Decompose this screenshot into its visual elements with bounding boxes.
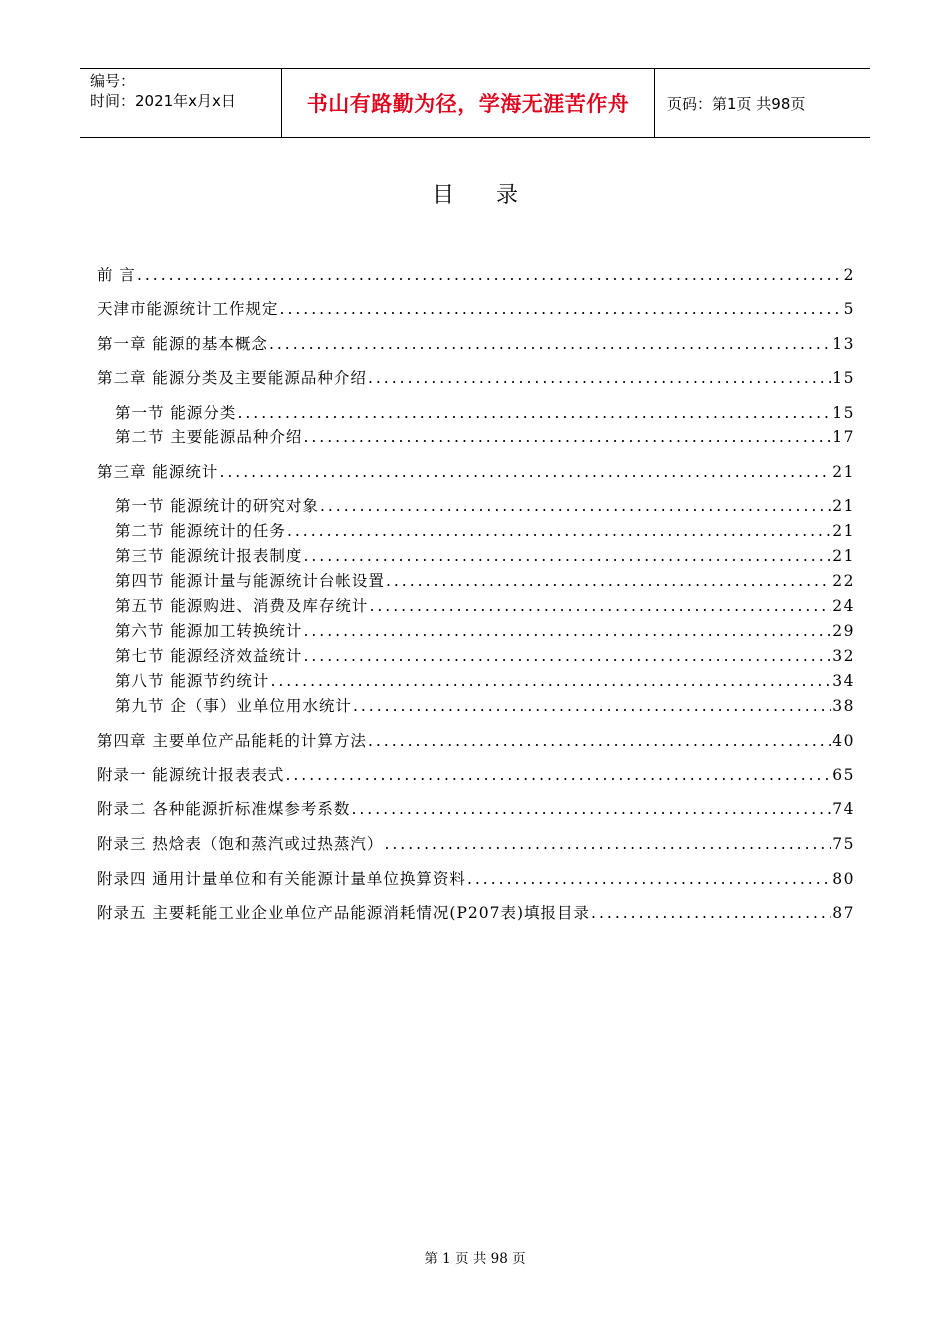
toc-entry-page: 74 [832,800,855,818]
toc-entry-page: 15 [832,404,855,422]
toc-entry[interactable] [115,646,855,666]
toc-entry-label: 第五节 能源购进、消费及库存统计 [115,597,369,615]
toc-entry-page: 13 [832,335,855,353]
toc-leader-dots [303,646,831,666]
toc-entry[interactable] [97,834,855,854]
toc-entry-page: 21 [832,522,855,540]
toc-entry-page: 21 [832,463,855,481]
toc-leader-dots [467,869,831,889]
toc-entry-label: 附录三 热焓表（饱和蒸汽或过热蒸汽） [97,835,384,853]
toc-entry-label: 第四章 主要单位产品能耗的计算方法 [97,732,367,750]
toc-entry-page: 2 [843,266,855,284]
toc-entry-label: 前 言 [97,266,136,284]
document-time-label: 时间：2021年x月x日 [90,92,236,110]
toc-leader-dots [303,621,831,641]
toc-entry[interactable] [97,799,855,819]
page-footer: 第 1 页 共 98 页 [424,1251,526,1267]
toc-entry[interactable] [97,299,855,319]
toc-entry-label: 附录五 主要耗能工业企业单位产品能源消耗情况(P207表)填报目录 [97,904,591,922]
toc-entry-label: 第一节 能源统计的研究对象 [115,497,319,515]
toc-entry-page: 38 [832,697,855,715]
toc-entry-page: 80 [832,870,855,888]
toc-entry[interactable] [115,571,855,591]
toc-entry[interactable] [115,596,855,616]
toc-entry-page: 5 [843,300,855,318]
toc-entry-page: 40 [832,732,855,750]
toc-entry-label: 第三章 能源统计 [97,463,219,481]
toc-entry-label: 第二节 主要能源品种介绍 [115,428,303,446]
toc-entry-label: 附录四 通用计量单位和有关能源计量单位换算资料 [97,870,466,888]
toc-leader-dots [320,496,831,516]
toc-entry-page: 15 [832,369,855,387]
toc-entry-label: 附录二 各种能源折标准煤参考系数 [97,800,351,818]
toc-leader-dots [285,765,831,785]
toc-entry-page: 17 [832,428,855,446]
toc-leader-dots [351,799,831,819]
toc-entry[interactable] [115,696,855,716]
toc-entry-page: 32 [832,647,855,665]
toc-entry[interactable] [97,903,855,923]
toc-entry-page: 34 [832,672,855,690]
toc-entry-page: 22 [832,572,855,590]
toc-entry[interactable] [97,869,855,889]
toc-entry-label: 附录一 能源统计报表表式 [97,766,285,784]
toc-entry-label: 第二节 能源统计的任务 [115,522,286,540]
header-motto: 书山有路勤为径，学海无涯苦作舟 [282,69,655,137]
toc-entry-page: 29 [832,622,855,640]
toc-entry-label: 第九节 企（事）业单位用水统计 [115,697,352,715]
toc-entry-label: 第一章 能源的基本概念 [97,335,268,353]
toc-entry-label: 第八节 能源节约统计 [115,672,270,690]
toc-leader-dots [384,834,831,854]
toc-leader-dots [269,334,831,354]
toc-entry[interactable] [97,265,855,285]
toc-entry-page: 21 [832,547,855,565]
toc-entry[interactable] [97,334,855,354]
toc-leader-dots [287,521,831,541]
toc-leader-dots [270,671,831,691]
toc-entry-label: 第二章 能源分类及主要能源品种介绍 [97,369,367,387]
toc-entry-label: 第六节 能源加工转换统计 [115,622,303,640]
toc-entry[interactable] [115,496,855,516]
toc-leader-dots [591,903,831,923]
toc-entry[interactable] [97,462,855,482]
toc-entry-label: 第一节 能源分类 [115,404,237,422]
toc-entry-label: 天津市能源统计工作规定 [97,300,279,318]
toc-entry[interactable] [115,671,855,691]
toc-leader-dots [280,299,843,319]
toc-leader-dots [369,596,831,616]
toc-entry[interactable] [115,621,855,641]
toc-entry-label: 第三节 能源统计报表制度 [115,547,303,565]
toc-leader-dots [386,571,831,591]
toc-entry-label: 第七节 能源经济效益统计 [115,647,303,665]
header-page-info: 页码：第1页 共98页 [667,94,806,113]
document-number-label: 编号： [90,72,136,90]
toc-leader-dots [237,403,831,423]
toc-entry-page: 87 [832,904,855,922]
toc-entry[interactable] [97,368,855,388]
toc-entry-page: 21 [832,497,855,515]
toc-entry-label: 第四节 能源计量与能源统计台帐设置 [115,572,385,590]
toc-leader-dots [303,546,831,566]
toc-leader-dots [137,265,843,285]
toc-leader-dots [353,696,831,716]
toc-entry[interactable] [97,731,855,751]
toc-entry[interactable] [115,427,855,447]
header-meta [80,69,282,137]
toc-entry[interactable] [115,403,855,423]
toc-entry-page: 75 [832,835,855,853]
toc-entry[interactable] [115,546,855,566]
toc-leader-dots [368,368,831,388]
document-header [80,68,870,138]
toc-entry[interactable] [97,765,855,785]
toc-leader-dots [303,427,831,447]
toc-entry-page: 65 [832,766,855,784]
toc-entry[interactable] [115,521,855,541]
toc-leader-dots [219,462,831,482]
toc-leader-dots [368,731,831,751]
page-title: 目录 [431,183,560,208]
toc-entry-page: 24 [832,597,855,615]
